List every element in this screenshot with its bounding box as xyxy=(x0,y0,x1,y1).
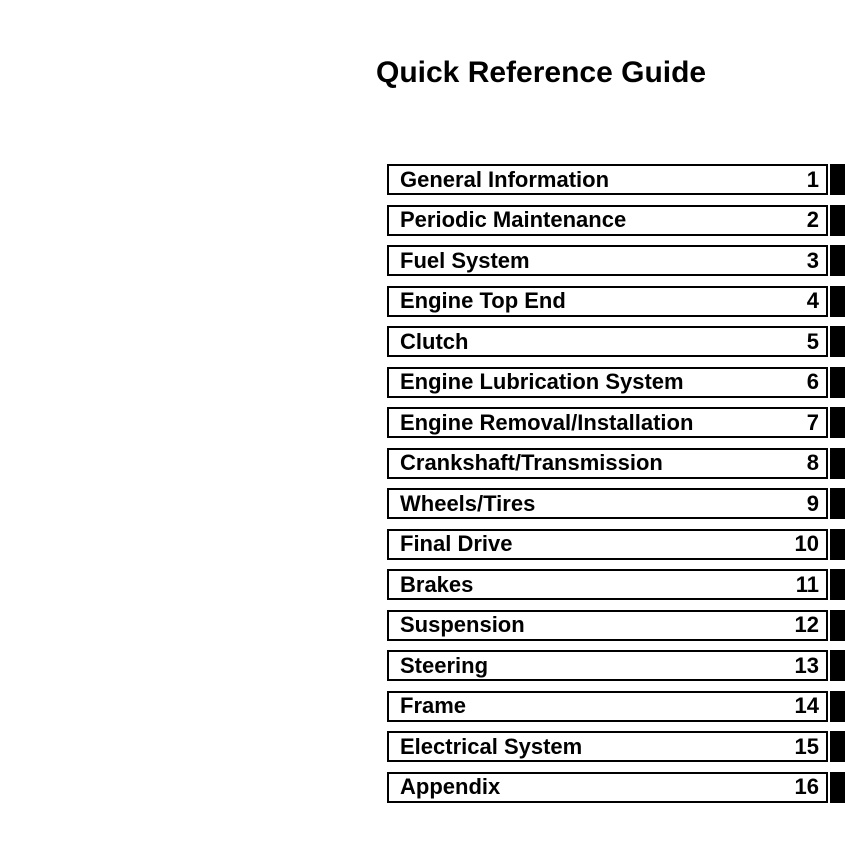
chapter-edge-tab xyxy=(830,286,845,317)
toc-row-box xyxy=(387,407,828,438)
toc-row[interactable] xyxy=(387,691,845,722)
chapter-edge-tab xyxy=(830,326,845,357)
toc-row-number: 1 xyxy=(806,166,819,192)
toc-row-label: Final Drive xyxy=(400,531,513,556)
toc-row-number: 11 xyxy=(795,571,819,597)
toc-row-number: 13 xyxy=(794,652,819,678)
page-title: Quick Reference Guide xyxy=(376,56,707,89)
chapter-edge-tab xyxy=(830,691,845,722)
toc-row[interactable] xyxy=(387,367,845,398)
toc-row-number: 10 xyxy=(794,531,819,556)
chapter-edge-tab xyxy=(830,245,845,276)
toc-row-label: Frame xyxy=(400,693,467,718)
chapter-edge-tab xyxy=(830,610,845,641)
toc-row-box xyxy=(387,367,828,398)
toc-row[interactable] xyxy=(387,529,845,560)
toc-row-box xyxy=(387,529,828,560)
toc-list xyxy=(387,164,845,803)
toc-row-box xyxy=(387,205,828,236)
toc-row-box xyxy=(387,691,828,722)
chapter-edge-tab xyxy=(830,569,845,600)
chapter-edge-tab xyxy=(830,731,845,762)
toc-row-label: Fuel System xyxy=(400,247,530,273)
toc-row-number: 6 xyxy=(806,369,819,394)
toc-row-number: 8 xyxy=(806,450,819,475)
toc-row[interactable] xyxy=(387,326,845,357)
chapter-edge-tab xyxy=(830,772,845,803)
toc-row[interactable] xyxy=(387,488,845,519)
toc-row-box xyxy=(387,286,828,317)
toc-row[interactable] xyxy=(387,245,845,276)
toc-row[interactable] xyxy=(387,650,845,681)
chapter-edge-tab xyxy=(830,407,845,438)
toc-row-number: 5 xyxy=(806,328,819,354)
toc-row[interactable] xyxy=(387,569,845,600)
toc-row-box xyxy=(387,610,828,641)
toc-row-label: Clutch xyxy=(400,328,469,354)
toc-row-number: 16 xyxy=(794,774,819,799)
chapter-edge-tab xyxy=(830,488,845,519)
toc-row-box xyxy=(387,731,828,762)
toc-row-label: General Information xyxy=(400,166,610,192)
toc-row-box xyxy=(387,245,828,276)
toc-row-box xyxy=(387,772,828,803)
toc-row-box xyxy=(387,448,828,479)
toc-row-label: Suspension xyxy=(400,612,525,637)
toc-row[interactable] xyxy=(387,407,845,438)
toc-row-number: 2 xyxy=(806,207,819,232)
chapter-edge-tab xyxy=(830,529,845,560)
toc-row-box xyxy=(387,650,828,681)
chapter-edge-tab xyxy=(830,164,845,195)
chapter-edge-tab xyxy=(830,448,845,479)
toc-row[interactable] xyxy=(387,448,845,479)
toc-row-box xyxy=(387,164,828,195)
toc-row-number: 4 xyxy=(806,288,819,313)
toc-row-box xyxy=(387,326,828,357)
chapter-edge-tab xyxy=(830,367,845,398)
toc-row-number: 12 xyxy=(794,612,819,637)
toc-row[interactable] xyxy=(387,205,845,236)
toc-row[interactable] xyxy=(387,731,845,762)
toc-row-box xyxy=(387,569,828,600)
toc-row[interactable] xyxy=(387,610,845,641)
toc-row-number: 14 xyxy=(794,693,819,718)
toc-row[interactable] xyxy=(387,286,845,317)
toc-row-box xyxy=(387,488,828,519)
toc-row-label: Engine Removal/Installation xyxy=(400,409,694,435)
toc-row-label: Brakes xyxy=(400,571,474,597)
chapter-edge-tab xyxy=(830,205,845,236)
toc-row-label: Appendix xyxy=(400,774,501,799)
toc-row-label: Engine Top End xyxy=(400,288,566,313)
toc-row-label: Wheels/Tires xyxy=(400,490,536,516)
toc-row-label: Crankshaft/Transmission xyxy=(400,450,663,475)
toc-row-number: 3 xyxy=(806,247,819,273)
toc-row-label: Steering xyxy=(400,652,489,678)
chapter-edge-tab xyxy=(830,650,845,681)
toc-row[interactable] xyxy=(387,164,845,195)
toc-row-label: Periodic Maintenance xyxy=(400,207,627,232)
toc-row-number: 9 xyxy=(806,490,819,516)
toc-row-label: Engine Lubrication System xyxy=(400,369,684,394)
toc-row-label: Electrical System xyxy=(400,733,583,759)
toc-row-number: 7 xyxy=(806,409,819,435)
toc-row[interactable] xyxy=(387,772,845,803)
toc-row-number: 15 xyxy=(794,733,819,759)
